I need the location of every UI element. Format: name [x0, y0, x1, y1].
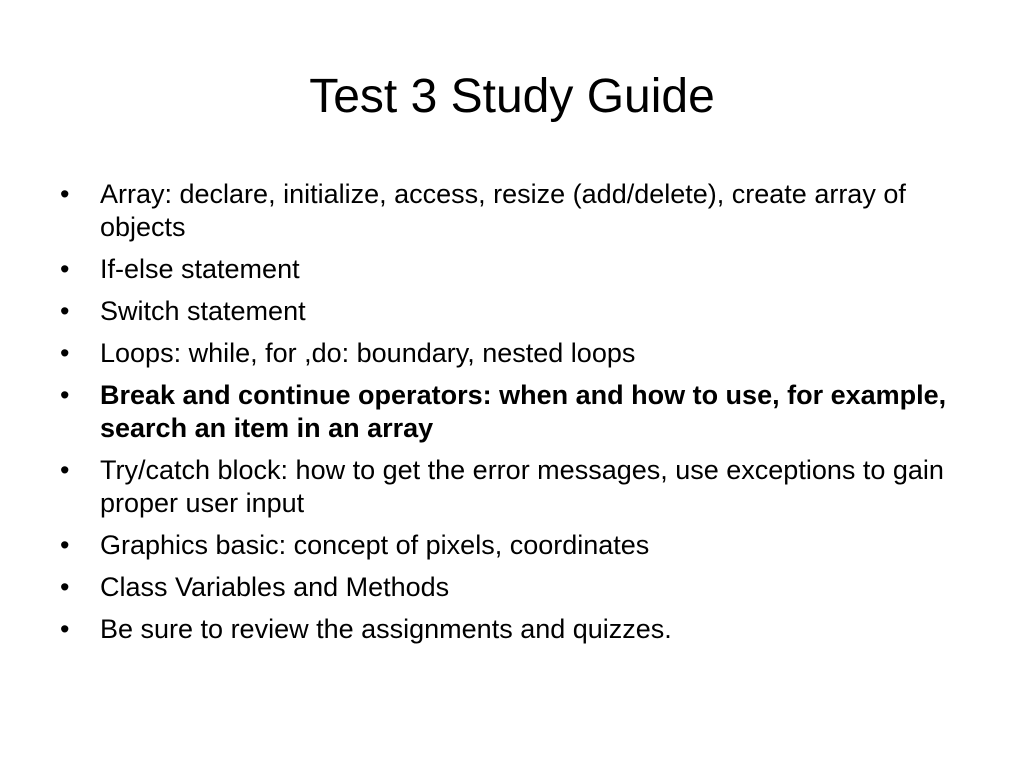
bullet-text: Graphics basic: concept of pixels, coordinates: [100, 530, 650, 560]
slide-title: Test 3 Study Guide: [309, 70, 715, 123]
bullet-text: Switch statement: [100, 296, 306, 326]
bullet-item: [60, 571, 960, 604]
bullet-item: [60, 337, 960, 370]
bullet-text: Break and continue operators: when and how to use, for example, search an item in an array: [100, 380, 947, 443]
bullet-icon: •: [60, 254, 70, 284]
bullet-item: [60, 295, 960, 328]
bullet-text: Loops: while, for ,do: boundary, nested loops: [100, 338, 636, 368]
bullet-item: [60, 613, 960, 646]
bullet-list: [60, 178, 960, 655]
bullet-text: If-else statement: [100, 254, 300, 284]
bullet-item: [60, 379, 960, 445]
bullet-icon: •: [60, 380, 70, 410]
bullet-icon: •: [60, 572, 70, 602]
bullet-icon: •: [60, 338, 70, 368]
bullet-icon: •: [60, 296, 70, 326]
bullet-text: Class Variables and Methods: [100, 572, 450, 602]
bullet-text: Array: declare, initialize, access, resize (add/delete), create array of objects: [100, 179, 906, 242]
bullet-icon: •: [60, 179, 70, 209]
bullet-item: [60, 454, 960, 520]
bullet-item: [60, 253, 960, 286]
bullet-icon: •: [60, 455, 70, 485]
bullet-icon: •: [60, 614, 70, 644]
bullet-icon: •: [60, 530, 70, 560]
bullet-item: [60, 529, 960, 562]
bullet-item: [60, 178, 960, 244]
bullet-text: Try/catch block: how to get the error messages, use exceptions to gain proper user input: [100, 455, 944, 518]
bullet-text: Be sure to review the assignments and quizzes.: [100, 614, 672, 644]
